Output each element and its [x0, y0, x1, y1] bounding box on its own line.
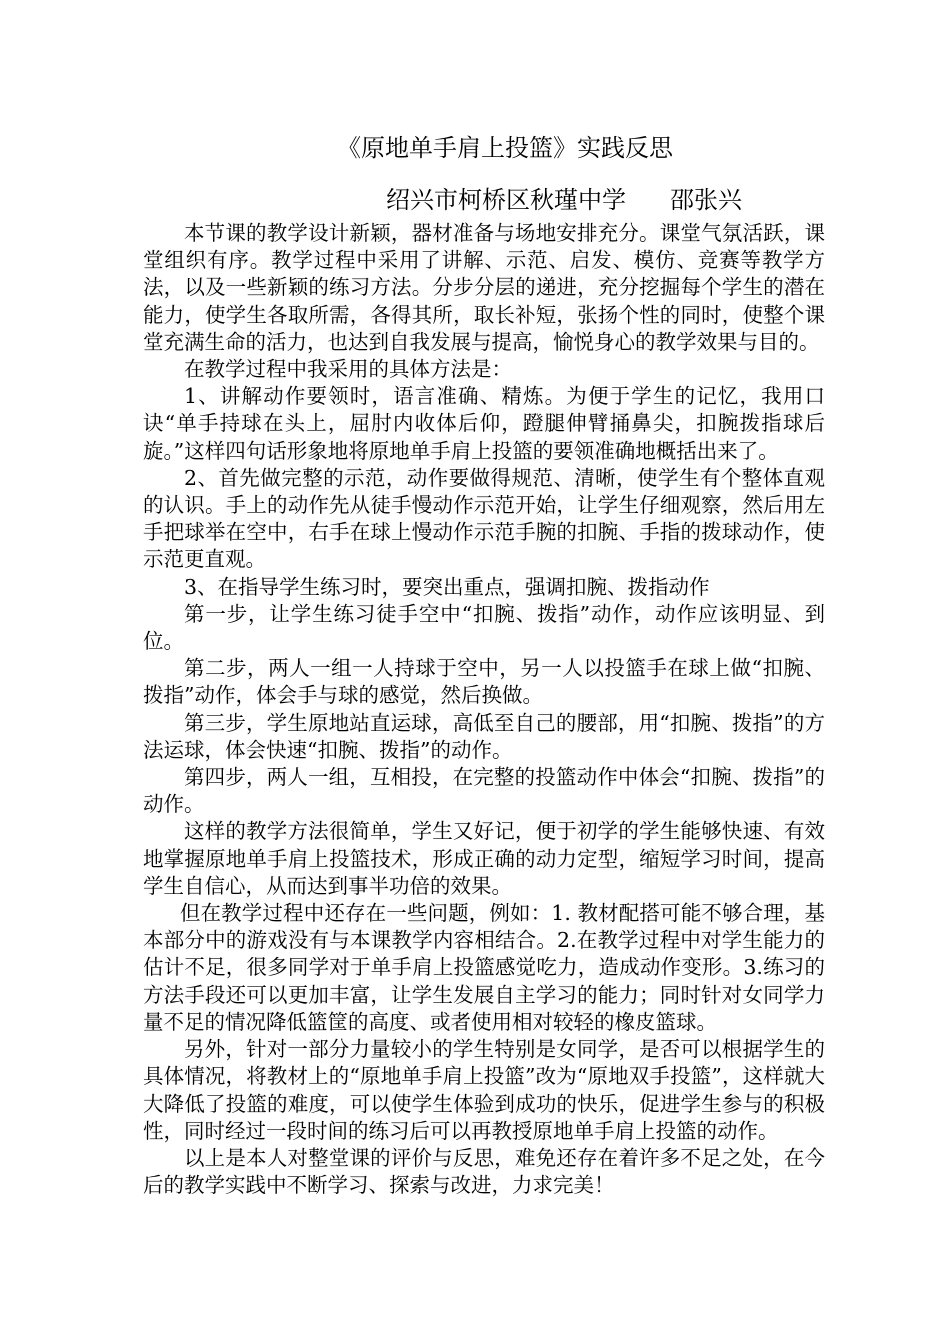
paragraph-method-1: 1、讲解动作要领时，语言准确、精炼。为便于学生的记忆，我用口诀“单手持球在头上，屈肘内收体后仰，蹬腿伸臂捅鼻尖，扣腕拨指球后旋。”这样四句话形象地将原地单手肩上投篮的要领准确地概括出来了。: [143, 384, 825, 463]
paragraph-step-4: 第四步，两人一组，互相投，在完整的投篮动作中体会“扣腕、拨指”的动作。: [143, 765, 825, 817]
paragraph-step-3: 第三步，学生原地站直运球，高低至自己的腰部，用“扣腕、拨指”的方法运球，体会快速“扣腕、拨指”的动作。: [143, 710, 825, 762]
paragraph-problems: 但在教学过程中还存在一些问题，例如：1. 教材配搭可能不够合理，基本部分中的游戏没有与本课教学内容相结合。2.在教学过程中对学生能力的估计不足，很多同学对于单手肩上投篮感觉吃力，造成动作变形。3.练习的方法手段还可以更加丰富，让学生发展自主学习的能力；同时针对女同学力量不足的情况降低篮筐的高度、或者使用相对较轻的橡皮篮球。: [143, 901, 825, 1034]
paragraph-conclusion: 以上是本人对整堂课的评价与反思，难免还存在着许多不足之处，在今后的教学实践中不断学习、探索与改进，力求完美！: [143, 1145, 825, 1198]
paragraph-method-2: 2、首先做完整的示范，动作要做得规范、清晰，使学生有个整体直观的认识。手上的动作先从徒手慢动作示范开始，让学生仔细观察，然后用左手把球举在空中，右手在球上慢动作示范手腕的扣腕、手指的拨球动作，使示范更直观。: [143, 465, 825, 572]
paragraph-step-1: 第一步，让学生练习徒手空中“扣腕、拨指”动作，动作应该明显、到位。: [143, 601, 825, 654]
paragraph-suggestion: 另外，针对一部分力量较小的学生特别是女同学，是否可以根据学生的具体情况，将教材上的“原地单手肩上投篮”改为“原地双手投篮”，这样就大大降低了投篮的难度，可以使学生体验到成功的快乐，促进学生参与的积极性，同时经过一段时间的练习后可以再教授原地单手肩上投篮的动作。: [143, 1037, 825, 1143]
paragraph-step-2: 第二步，两人一组一人持球于空中，另一人以投篮手在球上做“扣腕、拨指”动作，体会手与球的感觉，然后换做。: [143, 656, 825, 708]
paragraph-intro: 本节课的教学设计新颖，器材准备与场地安排充分。课堂气氛活跃，课堂组织有序。教学过程中采用了讲解、示范、启发、模仿、竞赛等教学方法，以及一些新颖的练习方法。分步分层的递进，充分挖掘每个学生的潜在能力，使学生各取所需，各得其所，取长补短，张扬个性的同时，使整个课堂充满生命的活力，也达到自我发展与提高，愉悦身心的教学效果与目的。: [143, 221, 825, 354]
author-name: 邵张兴: [670, 186, 742, 214]
document-title: 《原地单手肩上投篮》实践反思: [337, 134, 673, 162]
paragraph-summary: 这样的教学方法很简单，学生又好记，便于初学的学生能够快速、有效地掌握原地单手肩上投篮技术，形成正确的动力定型，缩短学习时间，提高学生自信心，从而达到事半功倍的效果。: [143, 819, 825, 898]
school-name: 绍兴市柯桥区秋瑾中学: [386, 186, 626, 214]
document-body: [143, 220, 825, 1199]
paragraph-methods-heading: 在教学过程中我采用的具体方法是：: [184, 357, 512, 382]
byline: [386, 183, 742, 217]
paragraph-method-3: 3、在指导学生练习时，要突出重点，强调扣腕、拨指动作: [184, 574, 710, 599]
